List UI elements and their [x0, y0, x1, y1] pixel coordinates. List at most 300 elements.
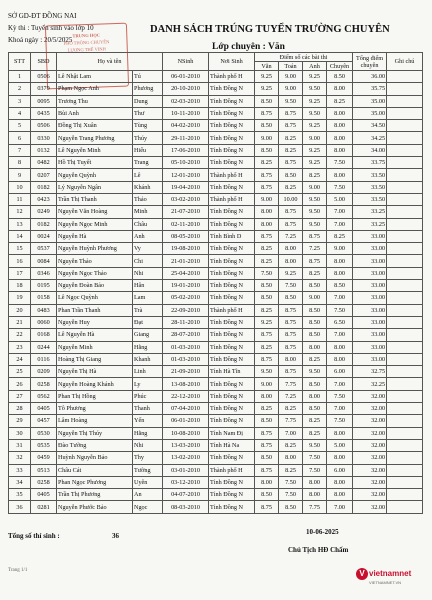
cell-toan: 9.00 [279, 83, 303, 95]
cell-toan: 8.75 [279, 316, 303, 328]
cell-dob: 03-02-2010 [163, 193, 209, 205]
cell-stt: 34 [9, 476, 31, 488]
cell-anh: 8.50 [303, 378, 327, 390]
cell-note [387, 132, 423, 144]
cell-anh: 9.50 [303, 107, 327, 119]
cell-pob: Tỉnh Đồng N [209, 95, 255, 107]
cell-ho: Nguyễn Hoàng Khánh [57, 378, 133, 390]
cell-sbd: 0060 [31, 316, 57, 328]
cell-anh: 9.00 [303, 292, 327, 304]
cell-ten: Trang [133, 157, 163, 169]
cell-total: 33.00 [353, 230, 387, 242]
cell-total: 33.00 [353, 292, 387, 304]
stamp-line-1: TRUNG HỌC [72, 32, 101, 39]
cell-dob: 17-06-2010 [163, 144, 209, 156]
cell-ten: Thy [133, 452, 163, 464]
cell-stt: 19 [9, 292, 31, 304]
cell-anh: 9.50 [303, 218, 327, 230]
department-label: SỞ GD-ĐT ĐỒNG NAI [8, 12, 77, 20]
cell-van: 8.50 [255, 415, 279, 427]
cell-van: 9.00 [255, 193, 279, 205]
cell-note [387, 427, 423, 439]
cell-note [387, 366, 423, 378]
cell-total: 34.00 [353, 144, 387, 156]
cell-chuyen: 8.00 [327, 255, 353, 267]
table-row [9, 132, 423, 144]
cell-sbd: 0346 [31, 267, 57, 279]
stamp-line-2: PHỔ THÔNG CHUYÊN [63, 39, 110, 46]
cell-pob: Tỉnh Đồng N [209, 83, 255, 95]
table-row [9, 280, 423, 292]
cell-note [387, 390, 423, 402]
cell-pob: Tỉnh Đồng N [209, 181, 255, 193]
cell-pob: Tỉnh Đồng N [209, 107, 255, 119]
cell-chuyen: 8.00 [327, 341, 353, 353]
cell-note [387, 304, 423, 316]
cell-sbd: 0330 [31, 132, 57, 144]
cell-note [387, 206, 423, 218]
cell-pob: Tỉnh Đồng N [209, 157, 255, 169]
cell-van: 8.25 [255, 255, 279, 267]
vietnamnet-logo-icon: V [356, 568, 368, 580]
cell-anh: 8.00 [303, 341, 327, 353]
cell-sbd: 0405 [31, 489, 57, 501]
cell-ten: Lê [133, 169, 163, 181]
table-row [9, 144, 423, 156]
cell-ten: Khanh [133, 353, 163, 365]
cell-anh: 8.50 [303, 329, 327, 341]
cell-toan: 8.25 [279, 403, 303, 415]
cell-dob: 28-07-2010 [163, 329, 209, 341]
cell-pob: Tỉnh Đồng N [209, 316, 255, 328]
cell-total: 35.00 [353, 107, 387, 119]
cell-ten: Lam [133, 292, 163, 304]
cell-toan: 8.25 [279, 144, 303, 156]
cell-total: 33.00 [353, 243, 387, 255]
cell-ten: Trà [133, 304, 163, 316]
cell-stt: 35 [9, 489, 31, 501]
cell-note [387, 341, 423, 353]
table-row [9, 120, 423, 132]
cell-note [387, 107, 423, 119]
cell-ten: An [133, 489, 163, 501]
cell-pob: Tỉnh Đồng N [209, 280, 255, 292]
cell-pob: Tỉnh Đồng N [209, 390, 255, 402]
cell-van: 8.25 [255, 304, 279, 316]
cell-dob: 29-11-2010 [163, 132, 209, 144]
cell-total: 33.75 [353, 157, 387, 169]
cell-chuyen: 8.00 [327, 452, 353, 464]
cell-toan: 8.00 [279, 452, 303, 464]
cell-toan: 8.25 [279, 132, 303, 144]
cell-total: 34.50 [353, 120, 387, 132]
cell-ten: Tùng [133, 120, 163, 132]
cell-ho: Nguyễn Hà [57, 230, 133, 242]
cell-chuyen: 7.00 [327, 292, 353, 304]
cell-anh: 9.00 [303, 132, 327, 144]
cell-total: 33.00 [353, 280, 387, 292]
cell-chuyen: 7.50 [327, 390, 353, 402]
table-row [9, 71, 423, 83]
cell-sbd: 0207 [31, 169, 57, 181]
cell-sbd: 0513 [31, 464, 57, 476]
col-sbd-header: SBD [31, 53, 57, 71]
cell-anh: 9.00 [303, 181, 327, 193]
cell-sbd: 0506 [31, 120, 57, 132]
cell-sbd: 0168 [31, 329, 57, 341]
cell-toan: 8.75 [279, 206, 303, 218]
cell-note [387, 255, 423, 267]
cell-total: 33.00 [353, 316, 387, 328]
cell-note [387, 169, 423, 181]
cell-van: 9.25 [255, 83, 279, 95]
cell-note [387, 181, 423, 193]
cell-total: 32.00 [353, 476, 387, 488]
cell-total: 32.00 [353, 489, 387, 501]
col-anh-header: Anh [303, 62, 327, 71]
cell-anh: 9.25 [303, 95, 327, 107]
cell-ten: Hiếu [133, 144, 163, 156]
cell-total: 33.00 [353, 341, 387, 353]
cell-toan: 7.50 [279, 476, 303, 488]
cell-ho: Châu Cát [57, 464, 133, 476]
cell-van: 8.25 [255, 403, 279, 415]
cell-chuyen: 8.00 [327, 83, 353, 95]
cell-dob: 01-03-2010 [163, 353, 209, 365]
cell-pob: Tỉnh Đồng N [209, 415, 255, 427]
cell-note [387, 280, 423, 292]
cell-pob: Tỉnh Đồng N [209, 218, 255, 230]
cell-toan: 8.50 [279, 292, 303, 304]
cell-van: 8.50 [255, 452, 279, 464]
cell-ho: Lê Nguyễn Hà [57, 329, 133, 341]
cell-pob: Tỉnh Đồng N [209, 132, 255, 144]
cell-van: 8.75 [255, 107, 279, 119]
cell-pob: Tỉnh Hà Na [209, 439, 255, 451]
cell-chuyen: 9.00 [327, 243, 353, 255]
cell-ten: Ngọc [133, 501, 163, 513]
cell-chuyen: 6.50 [327, 316, 353, 328]
cell-anh: 8.75 [303, 230, 327, 242]
cell-stt: 12 [9, 206, 31, 218]
cell-ten: Phương [133, 83, 163, 95]
cell-total: 32.00 [353, 403, 387, 415]
cell-anh: 9.50 [303, 193, 327, 205]
cell-note [387, 476, 423, 488]
cell-sbd: 0562 [31, 390, 57, 402]
cell-ho: Trần Thị Thanh [57, 193, 133, 205]
cell-anh: 8.00 [303, 489, 327, 501]
cell-chuyen: 6.00 [327, 366, 353, 378]
cell-ten: Khánh [133, 181, 163, 193]
cell-note [387, 193, 423, 205]
cell-van: 8.00 [255, 476, 279, 488]
cell-ho: Trần Thị Phương [57, 489, 133, 501]
table-row [9, 157, 423, 169]
cell-ho: Nguyễn Đoàn Bảo [57, 280, 133, 292]
cell-ho: Nguyễn Ngọc Minh [57, 218, 133, 230]
cell-toan: 8.75 [279, 218, 303, 230]
table-row [9, 439, 423, 451]
cell-ho: Phan Thị Hồng [57, 390, 133, 402]
cell-anh: 9.50 [303, 366, 327, 378]
cell-van: 8.75 [255, 169, 279, 181]
cell-sbd: 0182 [31, 218, 57, 230]
cell-pob: Tỉnh Đồng N [209, 144, 255, 156]
cell-chuyen: 8.00 [327, 427, 353, 439]
cell-stt: 15 [9, 243, 31, 255]
cell-sbd: 0405 [31, 403, 57, 415]
cell-ho: Nguyễn Thị Hà [57, 366, 133, 378]
cell-pob: Tỉnh Đồng N [209, 255, 255, 267]
cell-total: 33.00 [353, 329, 387, 341]
cell-chuyen: 7.50 [327, 157, 353, 169]
cell-van: 8.25 [255, 243, 279, 255]
cell-anh: 9.50 [303, 439, 327, 451]
cell-ho: Lê Ngọc Quỳnh [57, 292, 133, 304]
cell-dob: 13-08-2010 [163, 378, 209, 390]
cell-ten: Anh [133, 230, 163, 242]
vietnamnet-logo [356, 568, 411, 585]
cell-toan: 10.00 [279, 193, 303, 205]
cell-chuyen: 8.00 [327, 132, 353, 144]
cell-note [387, 452, 423, 464]
cell-ten: Giang [133, 329, 163, 341]
cell-note [387, 218, 423, 230]
cell-total: 32.00 [353, 390, 387, 402]
cell-ten: Chi [133, 255, 163, 267]
cell-stt: 31 [9, 439, 31, 451]
cell-ten: Thúy [133, 132, 163, 144]
cell-stt: 9 [9, 169, 31, 181]
cell-toan: 8.00 [279, 243, 303, 255]
cell-chuyen: 7.00 [327, 329, 353, 341]
cell-toan: 8.25 [279, 181, 303, 193]
cell-ten: Vy [133, 243, 163, 255]
col-pob-header: Nơi Sinh [209, 53, 255, 71]
cell-note [387, 403, 423, 415]
cell-anh: 8.50 [303, 403, 327, 415]
cell-chuyen: 8.00 [327, 107, 353, 119]
cell-dob: 02-03-2010 [163, 95, 209, 107]
cell-note [387, 292, 423, 304]
cell-ho: Phạm Ngọc Anh [57, 83, 133, 95]
cell-pob: Tỉnh Đồng N [209, 452, 255, 464]
cell-sbd: 0530 [31, 427, 57, 439]
cell-pob: Thành phố H [209, 304, 255, 316]
cell-stt: 29 [9, 415, 31, 427]
cell-note [387, 83, 423, 95]
cell-anh: 8.00 [303, 476, 327, 488]
document-title: DANH SÁCH TRÚNG TUYỂN TRƯỜNG CHUYÊN [150, 24, 390, 35]
cell-ho: Nguyễn Trang Phương [57, 132, 133, 144]
cell-anh: 8.50 [303, 304, 327, 316]
cell-stt: 3 [9, 95, 31, 107]
cell-ho: Huỳnh Nguyễn Bảo [57, 452, 133, 464]
cell-stt: 4 [9, 107, 31, 119]
cell-chuyen: 5.00 [327, 439, 353, 451]
cell-total: 33.25 [353, 206, 387, 218]
cell-dob: 12-01-2010 [163, 169, 209, 181]
cell-anh: 9.25 [303, 144, 327, 156]
col-note-header: Ghi chú [387, 53, 423, 71]
cell-dob: 19-01-2010 [163, 280, 209, 292]
cell-total: 32.00 [353, 501, 387, 513]
col-name-header: Họ và tên [57, 53, 163, 71]
cell-dob: 10-08-2010 [163, 427, 209, 439]
cell-anh: 8.50 [303, 280, 327, 292]
cell-total: 36.00 [353, 71, 387, 83]
cell-ten: Dung [133, 95, 163, 107]
cell-toan: 8.75 [279, 341, 303, 353]
session-label: Khoá ngày : 20/5/2025 [8, 36, 73, 44]
cell-stt: 8 [9, 157, 31, 169]
cell-dob: 03-01-2010 [163, 464, 209, 476]
cell-total: 32.00 [353, 452, 387, 464]
cell-anh: 7.75 [303, 501, 327, 513]
cell-stt: 11 [9, 193, 31, 205]
table-row [9, 501, 423, 513]
cell-pob: Tỉnh Đồng N [209, 267, 255, 279]
cell-stt: 21 [9, 316, 31, 328]
cell-chuyen: 8.50 [327, 280, 353, 292]
cell-anh: 7.50 [303, 452, 327, 464]
cell-stt: 27 [9, 390, 31, 402]
cell-ho: Trương Thu [57, 95, 133, 107]
cell-total: 33.50 [353, 169, 387, 181]
cell-toan: 9.25 [279, 267, 303, 279]
cell-stt: 22 [9, 329, 31, 341]
cell-sbd: 0084 [31, 255, 57, 267]
cell-note [387, 267, 423, 279]
cell-toan: 8.75 [279, 157, 303, 169]
cell-van: 8.75 [255, 427, 279, 439]
cell-total: 33.00 [353, 353, 387, 365]
cell-anh: 9.50 [303, 206, 327, 218]
cell-pob: Tỉnh Đồng N [209, 501, 255, 513]
page-number: Trang 1/1 [8, 568, 28, 573]
cell-sbd: 0537 [31, 243, 57, 255]
cell-note [387, 230, 423, 242]
cell-total: 32.00 [353, 427, 387, 439]
cell-sbd: 0281 [31, 501, 57, 513]
cell-ho: Lý Nguyễn Ngân [57, 181, 133, 193]
cell-stt: 16 [9, 255, 31, 267]
cell-ten: Uyên [133, 476, 163, 488]
cell-ten: Tường [133, 464, 163, 476]
logo-subtext: VIETNAMNET.VN [369, 580, 402, 585]
cell-sbd: 0459 [31, 452, 57, 464]
exam-label: Kỳ thi : Tuyển sinh vào lớp 10 [8, 24, 94, 32]
cell-sbd: 0457 [31, 415, 57, 427]
cell-dob: 21-01-2010 [163, 255, 209, 267]
cell-ho: Đồng Thị Xuân [57, 120, 133, 132]
cell-ten: Hằng [133, 427, 163, 439]
cell-sbd: 0258 [31, 476, 57, 488]
cell-sbd: 0209 [31, 366, 57, 378]
cell-anh: 8.25 [303, 415, 327, 427]
cell-stt: 24 [9, 353, 31, 365]
cell-toan: 9.50 [279, 95, 303, 107]
cell-total: 33.50 [353, 193, 387, 205]
cell-van: 9.25 [255, 316, 279, 328]
table-row [9, 218, 423, 230]
cell-anh: 8.75 [303, 255, 327, 267]
cell-ho: Nguyễn Quỳnh [57, 169, 133, 181]
cell-sbd: 0506 [31, 71, 57, 83]
cell-toan: 8.25 [279, 439, 303, 451]
cell-note [387, 71, 423, 83]
cell-dob: 06-01-2010 [163, 71, 209, 83]
cell-stt: 2 [9, 83, 31, 95]
cell-ten: Đạt [133, 316, 163, 328]
cell-note [387, 439, 423, 451]
cell-note [387, 144, 423, 156]
cell-stt: 36 [9, 501, 31, 513]
cell-ten: Thảo [133, 193, 163, 205]
cell-ho: Nguyễn Ngọc Thảo [57, 267, 133, 279]
cell-toan: 8.75 [279, 120, 303, 132]
sign-date: 10-06-2025 [306, 528, 339, 536]
table-row [9, 378, 423, 390]
cell-anh: 9.25 [303, 157, 327, 169]
cell-ten: Nhi [133, 267, 163, 279]
cell-total: 32.25 [353, 378, 387, 390]
cell-toan: 8.50 [279, 501, 303, 513]
cell-note [387, 316, 423, 328]
cell-van: 8.50 [255, 120, 279, 132]
cell-toan: 7.75 [279, 415, 303, 427]
cell-pob: Thành phố H [209, 71, 255, 83]
cell-total: 35.00 [353, 95, 387, 107]
table-row [9, 181, 423, 193]
cell-note [387, 464, 423, 476]
cell-ten: Hân [133, 280, 163, 292]
cell-dob: 10-11-2010 [163, 107, 209, 119]
cell-van: 8.75 [255, 181, 279, 193]
cell-note [387, 489, 423, 501]
table-row [9, 83, 423, 95]
cell-anh: 7.50 [303, 464, 327, 476]
cell-chuyen: 8.00 [327, 476, 353, 488]
table-row [9, 267, 423, 279]
cell-ten: Hằng [133, 341, 163, 353]
cell-van: 8.75 [255, 501, 279, 513]
cell-sbd: 0370 [31, 83, 57, 95]
results-table-body [9, 71, 423, 514]
cell-toan: 8.50 [279, 169, 303, 181]
table-row [9, 403, 423, 415]
cell-pob: Tỉnh Đồng N [209, 353, 255, 365]
cell-van: 8.75 [255, 329, 279, 341]
cell-anh: 9.25 [303, 71, 327, 83]
cell-toan: 7.50 [279, 280, 303, 292]
cell-anh: 8.25 [303, 267, 327, 279]
cell-sbd: 0116 [31, 353, 57, 365]
cell-ho: Nguyễn Huỳnh Phương [57, 243, 133, 255]
table-row [9, 464, 423, 476]
cell-ho: Nguyễn Huy [57, 316, 133, 328]
cell-dob: 04-07-2010 [163, 489, 209, 501]
cell-chuyen: 8.00 [327, 353, 353, 365]
cell-stt: 18 [9, 280, 31, 292]
cell-stt: 6 [9, 132, 31, 144]
cell-van: 9.00 [255, 378, 279, 390]
cell-dob: 05-10-2010 [163, 157, 209, 169]
col-stt-header: STT [9, 53, 31, 71]
cell-toan: 8.00 [279, 353, 303, 365]
table-row [9, 329, 423, 341]
